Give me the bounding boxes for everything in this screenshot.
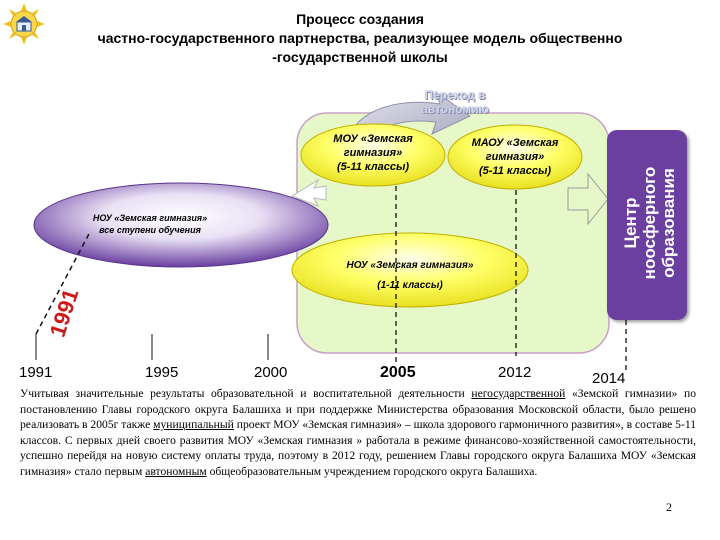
label-nou-1-11-line-2: (1-11 классы) (377, 280, 443, 291)
year-label-2012: 2012 (498, 364, 532, 381)
transition-label (400, 88, 510, 116)
year-label-2000: 2000 (254, 364, 288, 381)
year-label-1995: 1995 (145, 364, 179, 381)
title-line-3: -государственной школы (272, 49, 448, 65)
center-line-3: образования (658, 168, 678, 278)
title-line-1: Процесс создания (296, 11, 424, 27)
year-label-1991: 1991 (19, 364, 53, 381)
label-mou-line-2: гимназия» (343, 147, 403, 159)
title-line-2: частно-государственного партнерства, реализующее модель общественно (97, 30, 623, 46)
para-underline-1: негосударственной (471, 387, 566, 400)
para-underline-3: автономным (145, 464, 207, 478)
label-mou-line-1: МОУ «Земская (333, 133, 413, 145)
center-line-1: Центр (620, 197, 640, 249)
year-label-2005: 2005 (380, 364, 416, 381)
para-part-3: проект МОУ «Земская гимназия» – школа здорового гармоничного развития», в составе 5-11 классов. С первых дней своего развития МОУ «Земская гимназия » работала в режиме финансово-хозяйственной самостоятельности, успешно перейдя на новую систему оплаты труда, поэтому в 2012 году, решением Главы городского округа Балашиха МОУ «Земская гимназия» стало первым (20, 418, 696, 478)
transition-label-line-2: автономию (421, 102, 489, 116)
label-maou-line-1: МАОУ «Земская (471, 137, 559, 149)
label-nou-1-11-line-1: НОУ «Земская гимназия» (346, 260, 474, 271)
label-nou-1-11 (310, 256, 510, 296)
center-noosphere-label (609, 128, 689, 318)
center-line-2: ноосферного (639, 166, 659, 280)
label-mou (308, 132, 438, 174)
para-part-4: общеобразовательным учреждением городского округа Балашиха. (206, 464, 538, 478)
page-number: 2 (666, 500, 672, 514)
para-part-2: «Земской гимназии» по постановлению Главы городского округа Балашиха и при поддержке Министерства образования Московской области, было решено реализовать в 2005г также (20, 387, 696, 432)
label-nou-all-line-1: НОУ «Земская гимназия» (92, 213, 208, 223)
para-part-1: Учитывая значительные результаты образовательной и воспитательной деятельности (20, 387, 472, 400)
diagonal-year-label: 1991 (44, 285, 84, 340)
para-underline-2: муниципальный (153, 418, 234, 432)
transition-label-line-1: Переход в (424, 88, 486, 102)
label-nou-all-levels (50, 212, 250, 236)
label-mou-line-3: (5-11 классы) (336, 161, 410, 173)
label-maou-line-3: (5-11 классы) (478, 165, 552, 177)
description-paragraph (20, 386, 696, 480)
label-maou-line-2: гимназия» (485, 151, 545, 163)
label-nou-all-line-2: все ступени обучения (99, 225, 201, 235)
year-label-2014: 2014 (592, 370, 626, 387)
label-maou (450, 136, 580, 178)
